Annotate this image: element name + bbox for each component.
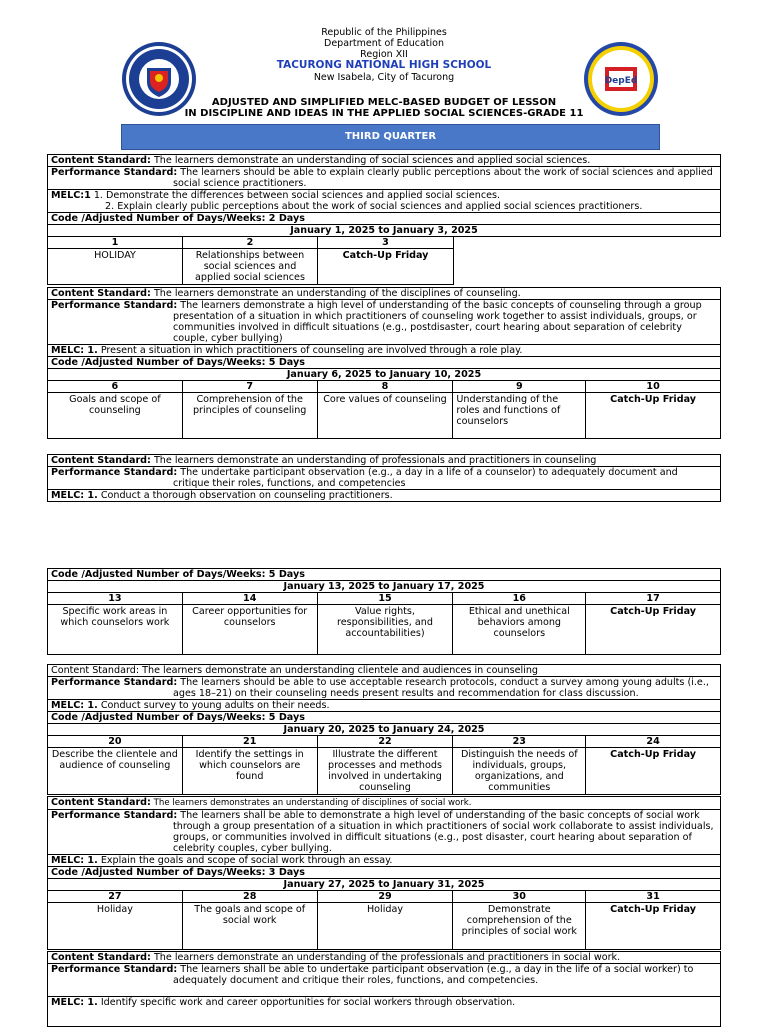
day-topic: Catch-Up Friday <box>586 393 721 439</box>
day-numbers <box>47 381 721 393</box>
day-topic: Goals and scope of counseling <box>48 393 183 439</box>
date-range: January 27, 2025 to January 31, 2025 <box>47 879 721 891</box>
day-topic: HOLIDAY <box>48 249 183 285</box>
code-days: Code /Adjusted Number of Days/Weeks: 5 Days <box>47 712 721 724</box>
day-topic: Identify the settings in which counselors are found <box>183 748 318 795</box>
day-number: 30 <box>453 891 586 903</box>
performance-standard: Performance Standard: The undertake participant observation (e.g., a day in a life of a counselor) to adequately document and critique their roles, functions, and competencies <box>47 467 721 490</box>
performance-standard: Performance Standard: The learners shall be able to demonstrate a high level of understanding of the basic concepts of social work through a group presentation of a situation in which practitioners of social work collaborate to assist individuals, groups, or communities involved in difficult situations (e.g., post disaster, court hearing about separation of celebrity couples, cyber bullying. <box>47 810 721 855</box>
day-numbers <box>47 237 721 249</box>
day-topic: Specific work areas in which counselors work <box>48 605 183 655</box>
melc: MELC: 1. Explain the goals and scope of social work through an essay. <box>47 855 721 867</box>
day-number: 2 <box>183 237 318 249</box>
header-address: New Isabela, City of Tacurong <box>313 72 455 83</box>
quarter-banner: THIRD QUARTER <box>121 124 660 150</box>
section-week3 <box>47 568 721 655</box>
code-days: Code /Adjusted Number of Days/Weeks: 2 Days <box>47 213 721 225</box>
content-standard: Content Standard: The learners demonstrate an understanding of the professionals and practitioners in social work. <box>47 951 721 964</box>
header-school: TACURONG NATIONAL HIGH SCHOOL <box>276 59 492 71</box>
svg-text:DepEd: DepEd <box>604 76 638 86</box>
day-numbers <box>47 891 721 903</box>
day-topic: Illustrate the different processes and methods involved in undertaking counseling <box>318 748 454 795</box>
day-topic: Catch-Up Friday <box>586 748 721 795</box>
content-standard: Content Standard: The learners demonstrate an understanding of the disciplines of counseling. <box>47 287 721 300</box>
day-topic: Distinguish the needs of individuals, groups, organizations, and communities <box>453 748 586 795</box>
code-days: Code /Adjusted Number of Days/Weeks: 5 Days <box>47 568 721 581</box>
day-topic: Demonstrate comprehension of the principles of social work <box>453 903 586 950</box>
melc: MELC: 1. Present a situation in which practitioners of counseling are involved through a role play. <box>47 345 721 357</box>
doc-title-line2: IN DISCIPLINE AND IDEAS IN THE APPLIED SOCIAL SCIENCES-GRADE 11 <box>184 108 584 119</box>
day-topic: Career opportunities for counselors <box>183 605 318 655</box>
day-topic: Ethical and unethical behaviors among counselors <box>453 605 586 655</box>
code-days: Code /Adjusted Number of Days/Weeks: 5 Days <box>47 357 721 369</box>
performance-standard: Performance Standard: The learners demonstrate a high level of understanding of the basic concepts of counseling through a group presentation of a situation in which practitioners of counseling work together to assist individuals, groups, or communities involved in difficult situations (e.g., postdisaster, court hearing about separation of celebrity couple, cyber bullying) <box>47 300 721 345</box>
day-number: 24 <box>586 736 721 748</box>
day-topics <box>47 748 721 795</box>
day-topic: The goals and scope of social work <box>183 903 318 950</box>
day-number: 28 <box>183 891 318 903</box>
day-topic: Holiday <box>318 903 454 950</box>
section-week2 <box>47 287 721 439</box>
section-week5 <box>47 796 721 950</box>
day-topic: Catch-Up Friday <box>318 249 454 285</box>
day-number: 10 <box>586 381 721 393</box>
content-standard: Content Standard: The learners demonstrates an understanding of disciplines of social work. <box>47 796 721 810</box>
day-number: 9 <box>453 381 586 393</box>
document-header <box>0 0 768 122</box>
date-range: January 1, 2025 to January 3, 2025 <box>47 225 721 237</box>
day-number: 27 <box>48 891 183 903</box>
section-week4 <box>47 664 721 795</box>
day-number: 23 <box>453 736 586 748</box>
day-topic: Describe the clientele and audience of counseling <box>48 748 183 795</box>
day-number: 8 <box>318 381 454 393</box>
day-number: 15 <box>318 593 454 605</box>
day-number: 17 <box>586 593 721 605</box>
section-professionals <box>47 454 721 502</box>
day-number: 14 <box>183 593 318 605</box>
performance-standard: Performance Standard: The learners should be able to explain clearly public perceptions about the work of social sciences and applied social science practitioners. <box>47 167 721 190</box>
header-region: Region XII <box>360 49 408 60</box>
content-standard: Content Standard: The learners demonstrate an understanding of professionals and practitioners in counseling <box>47 454 721 467</box>
performance-standard: Performance Standard: The learners shall be able to undertake participant observation (e.g., a day in the life of a social worker) to adequately document and critique their roles, functions, and competencies. <box>47 964 721 997</box>
day-numbers <box>47 736 721 748</box>
day-number: 7 <box>183 381 318 393</box>
section-social-work-practitioners <box>47 951 721 1027</box>
melc: MELC: 1. Identify specific work and career opportunities for social workers through observation. <box>47 997 721 1027</box>
day-number: 21 <box>183 736 318 748</box>
day-topics <box>47 393 721 439</box>
day-number: 13 <box>48 593 183 605</box>
day-number: 6 <box>48 381 183 393</box>
melc: MELC: 1. Conduct a thorough observation on counseling practitioners. <box>47 490 721 502</box>
day-topic: Understanding of the roles and functions of counselors <box>453 393 586 439</box>
code-days: Code /Adjusted Number of Days/Weeks: 3 Days <box>47 867 721 879</box>
day-topics <box>47 903 721 950</box>
day-topic: Comprehension of the principles of counseling <box>183 393 318 439</box>
day-topic: Core values of counseling <box>318 393 454 439</box>
day-number: 3 <box>318 237 454 249</box>
melc: MELC: 1. Conduct survey to young adults on their needs. <box>47 700 721 712</box>
day-number: 16 <box>453 593 586 605</box>
date-range: January 20, 2025 to January 24, 2025 <box>47 724 721 736</box>
content-standard: Content Standard: The learners demonstrate an understanding clientele and audiences in counseling <box>47 664 721 677</box>
day-topics <box>47 249 721 285</box>
day-topic: Relationships between social sciences and applied social sciences <box>183 249 318 285</box>
day-numbers <box>47 593 721 605</box>
day-number: 31 <box>586 891 721 903</box>
day-topic: Value rights, responsibilities, and accountabilities) <box>318 605 454 655</box>
day-number: 20 <box>48 736 183 748</box>
day-topics <box>47 605 721 655</box>
performance-standard: Performance Standard: The learners should be able to use acceptable research protocols, conduct a survey among young adults (i.e., ages 18–21) on their counseling needs present results and recommendation for class discussion. <box>47 677 721 700</box>
doc-title-line1: ADJUSTED AND SIMPLIFIED MELC-BASED BUDGET OF LESSON <box>211 97 557 108</box>
date-range: January 6, 2025 to January 10, 2025 <box>47 369 721 381</box>
day-topic: Holiday <box>48 903 183 950</box>
day-topic: Catch-Up Friday <box>586 903 721 950</box>
day-number: 22 <box>318 736 454 748</box>
day-number: 1 <box>48 237 183 249</box>
day-topic: Catch-Up Friday <box>586 605 721 655</box>
content-standard: Content Standard: The learners demonstrate an understanding of social sciences and applied social sciences. <box>47 154 721 167</box>
header-republic: Republic of the Philippines <box>321 27 447 38</box>
melc: MELC:1 1. Demonstrate the differences between social sciences and applied social sciences. 2. Explain clearly public perceptions about the work of social sciences and applied social sciences practitioners. <box>47 190 721 213</box>
header-department: Department of Education <box>324 38 444 49</box>
section-week1 <box>47 154 721 285</box>
day-number: 29 <box>318 891 454 903</box>
date-range: January 13, 2025 to January 17, 2025 <box>47 581 721 593</box>
